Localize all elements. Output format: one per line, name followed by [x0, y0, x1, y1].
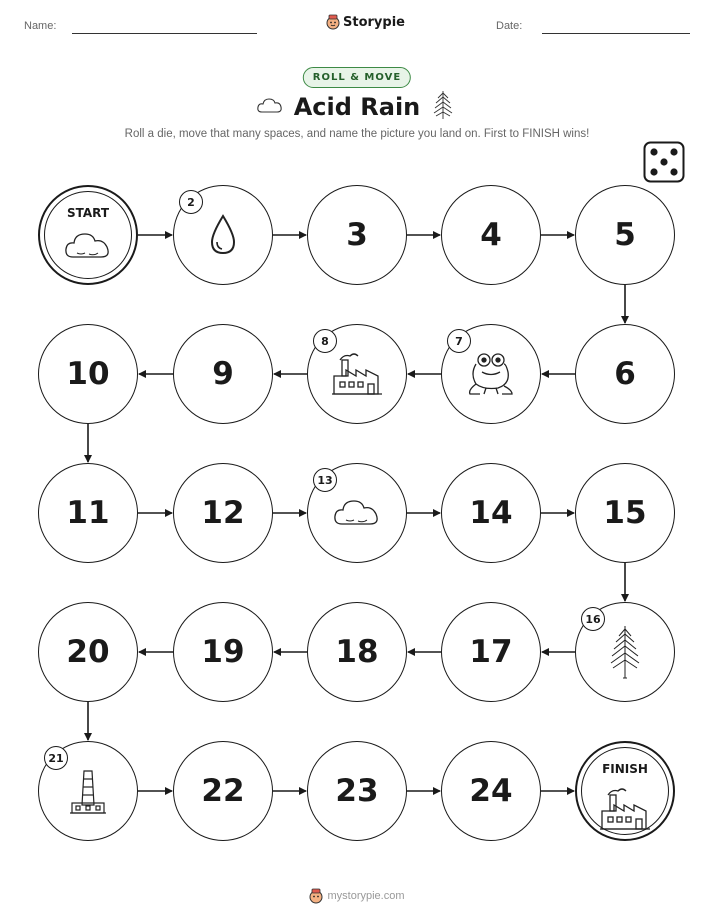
- brand-name: Storypie: [343, 14, 405, 30]
- board-space: [441, 741, 541, 841]
- space-number: 19: [201, 634, 245, 670]
- board-space: [307, 185, 407, 285]
- board-space: [575, 324, 675, 424]
- space-number: 15: [603, 495, 647, 531]
- space-number: 11: [66, 495, 110, 531]
- space-number: 18: [335, 634, 379, 670]
- space-number-badge: 8: [313, 329, 337, 353]
- instructions: Roll a die, move that many spaces, and name the picture you land on. First to FINISH wins!: [124, 128, 590, 140]
- storypie-mascot-icon: [309, 888, 323, 904]
- space-number-badge: 16: [581, 607, 605, 631]
- cloud-icon: [332, 496, 382, 530]
- factory-icon: [330, 350, 384, 398]
- board-space: [38, 602, 138, 702]
- smokestack-icon: [68, 765, 108, 817]
- space-number: 4: [480, 217, 502, 253]
- raindrop-icon: [208, 214, 238, 256]
- pine-tree-icon: [605, 624, 645, 680]
- space-number: 9: [212, 356, 234, 392]
- space-number-badge: 21: [44, 746, 68, 770]
- space-number: 10: [66, 356, 110, 392]
- space-number: 6: [614, 356, 636, 392]
- space-number: 14: [469, 495, 513, 531]
- space-number-badge: 2: [179, 190, 203, 214]
- space-number-badge: 7: [447, 329, 471, 353]
- page-title: Acid Rain: [293, 93, 421, 121]
- footer: [0, 888, 714, 904]
- board-space: [38, 324, 138, 424]
- space-number: 12: [201, 495, 245, 531]
- space-number: 24: [469, 773, 513, 809]
- board-space: [307, 602, 407, 702]
- space-number: 3: [346, 217, 368, 253]
- board-space: [173, 602, 273, 702]
- frog-icon: [464, 350, 518, 398]
- board-space: [173, 741, 273, 841]
- board-space: [173, 324, 273, 424]
- start-space: [38, 185, 138, 285]
- board-space: [307, 741, 407, 841]
- factory-icon: [577, 785, 673, 833]
- board-space: [441, 185, 541, 285]
- finish-space: [575, 741, 675, 841]
- space-number: 23: [335, 773, 379, 809]
- board-space: [575, 185, 675, 285]
- board-space: [441, 463, 541, 563]
- space-number: 17: [469, 634, 513, 670]
- date-label: Date:: [496, 20, 523, 32]
- activity-badge: ROLL & MOVE: [303, 67, 411, 88]
- cloud-icon: [40, 229, 136, 263]
- start-label: START: [66, 206, 110, 220]
- finish-label: FINISH: [602, 762, 648, 776]
- board-space: [38, 463, 138, 563]
- board-space: [575, 463, 675, 563]
- space-number: 5: [614, 217, 636, 253]
- space-number: 22: [201, 773, 245, 809]
- board-space: [173, 463, 273, 563]
- board-space: [441, 602, 541, 702]
- space-number-badge: 13: [313, 468, 337, 492]
- space-number: 20: [66, 634, 110, 670]
- footer-url[interactable]: mystorypie.com: [327, 890, 405, 902]
- name-label: Name:: [24, 20, 57, 32]
